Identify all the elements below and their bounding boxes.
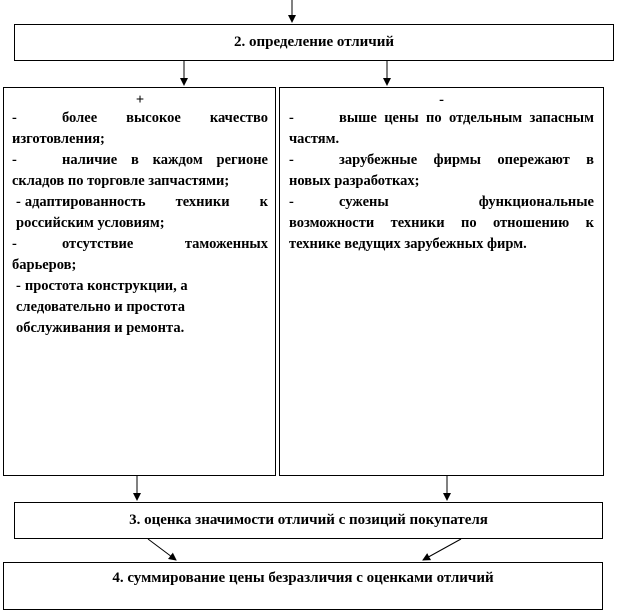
item-text: простота конструкции, а следовательно и простота обслуживания и ремонта. xyxy=(16,278,188,336)
item-dash: - xyxy=(16,194,21,210)
minus-item xyxy=(289,192,594,255)
item-dash: - xyxy=(12,152,17,168)
plus-item xyxy=(12,108,268,150)
item-text: выше цены по отдельным запасным частям. xyxy=(289,110,594,147)
plus-item xyxy=(12,192,268,234)
item-text: отсутствие таможенных барьеров; xyxy=(12,236,268,273)
step4-title: 4. суммирование цены безразличия с оценками отличий xyxy=(112,570,494,586)
plus-item xyxy=(12,150,268,192)
arrow-step3-to-step4-right xyxy=(423,539,461,560)
item-dash: - xyxy=(289,194,294,210)
step3-box xyxy=(14,502,603,539)
item-dash: - xyxy=(12,236,17,252)
plus-item xyxy=(12,234,268,276)
minus-column xyxy=(279,87,604,476)
item-dash: - xyxy=(289,110,294,126)
plus-item xyxy=(12,276,268,339)
step3-title: 3. оценка значимости отличий с позиций покупателя xyxy=(129,512,488,528)
minus-item xyxy=(289,108,594,150)
plus-column xyxy=(3,87,276,476)
step4-box xyxy=(3,562,603,610)
item-text: наличие в каждом регионе складов по торговле запчастями; xyxy=(12,152,268,189)
item-text: более высокое качество изготовления; xyxy=(12,110,268,147)
plus-sign: + xyxy=(135,92,145,108)
item-text: сужены функциональные возможности техники по отношению к технике ведущих зарубежных фирм. xyxy=(289,194,594,252)
arrow-step3-to-step4-left xyxy=(148,539,176,560)
step2-box xyxy=(14,24,614,61)
item-text: зарубежные фирмы опережают в новых разработках; xyxy=(289,152,594,189)
item-dash: - xyxy=(289,152,294,168)
minus-sign: - xyxy=(439,92,444,108)
item-text: адаптированность техники к российским условиям; xyxy=(16,194,268,231)
item-dash: - xyxy=(12,110,17,126)
step2-title: 2. определение отличий xyxy=(233,34,395,50)
minus-item xyxy=(289,150,594,192)
item-dash: - xyxy=(16,278,21,294)
